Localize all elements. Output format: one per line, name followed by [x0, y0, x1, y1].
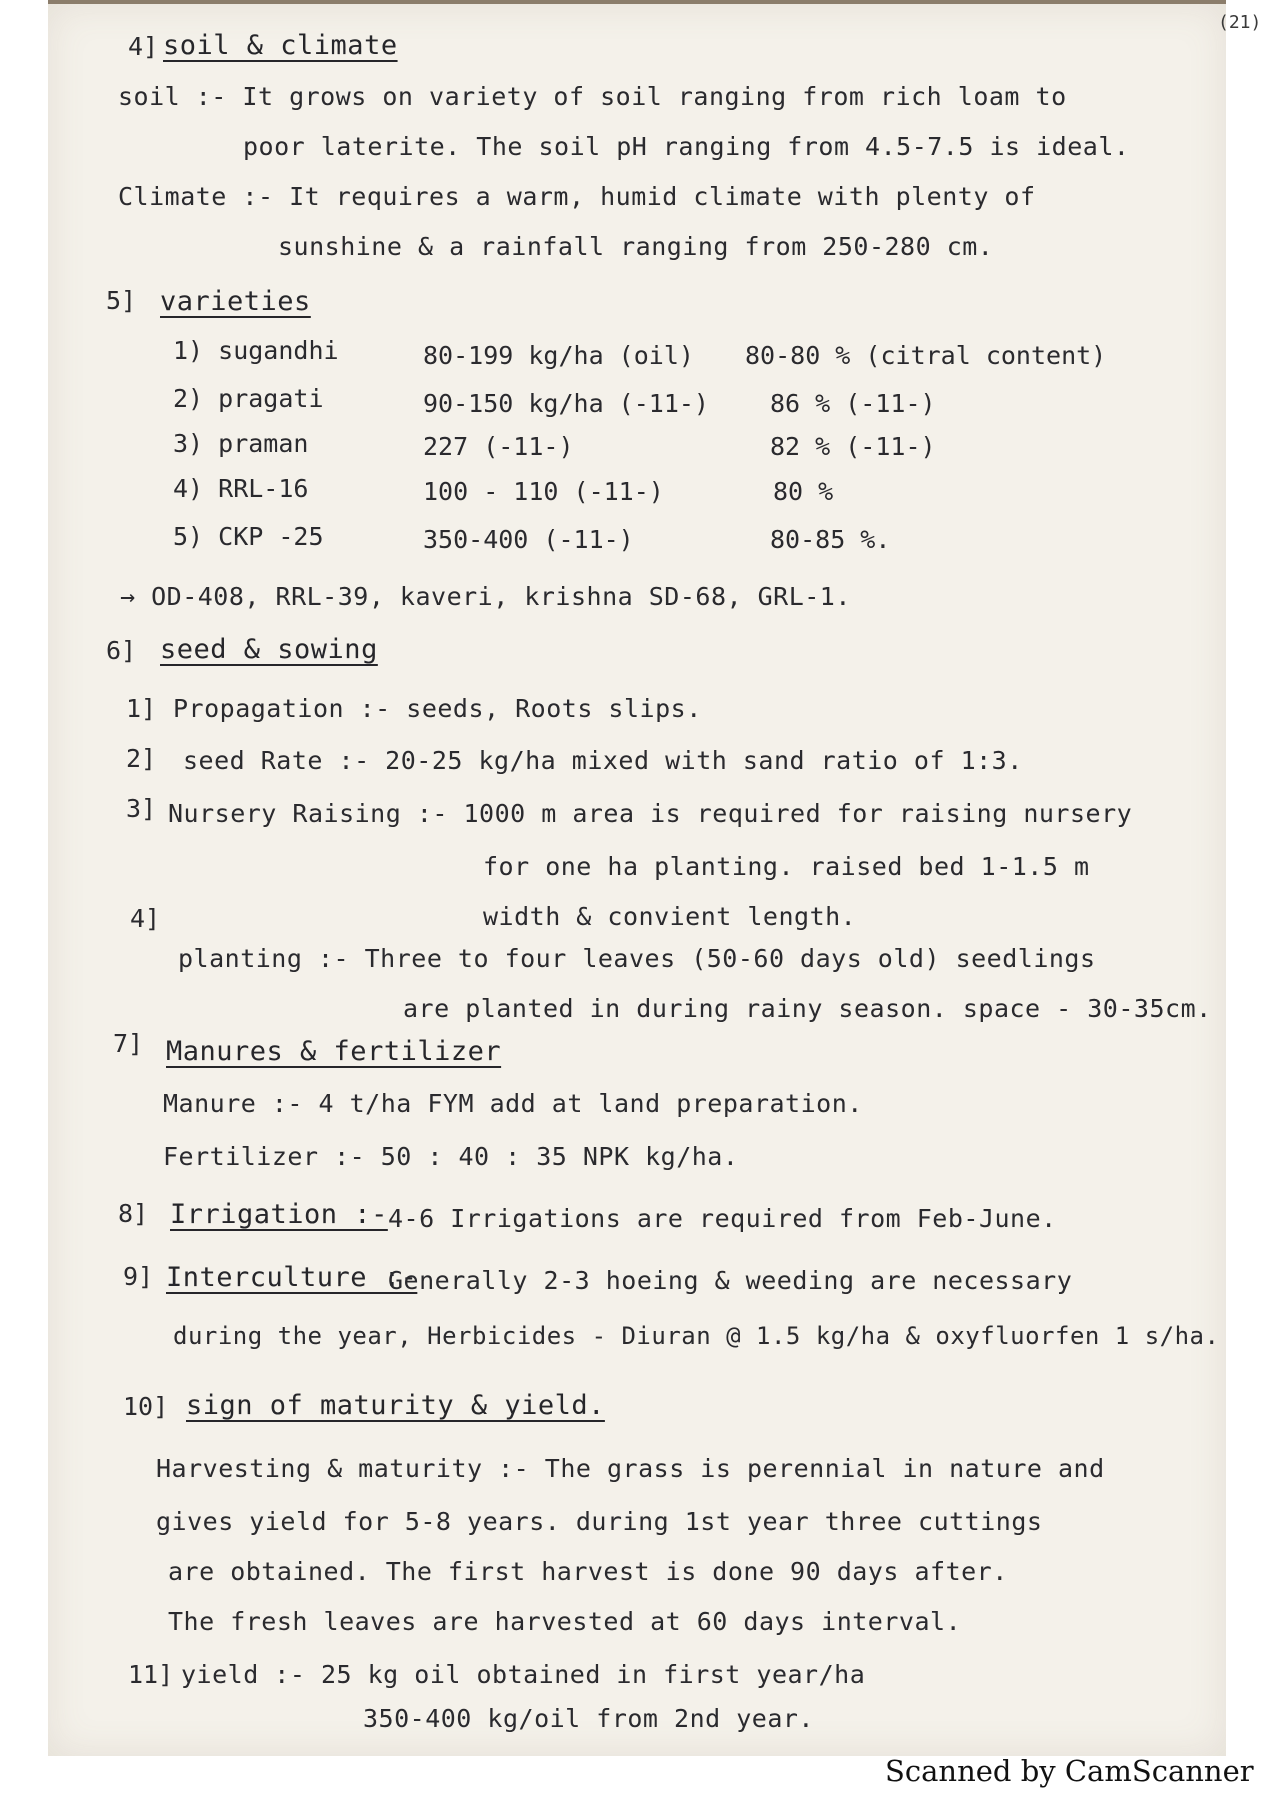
variety-yield: 227 (-11-) — [423, 432, 574, 461]
section-7-number: 7] — [113, 1029, 144, 1058]
soil-line-2: poor laterite. The soil pH ranging from 4.5-7.5 is ideal. — [243, 132, 1130, 161]
variety-yield: 80-199 kg/ha (oil) — [423, 341, 694, 370]
harvest-line-1: Harvesting & maturity :- The grass is perennial in nature and — [156, 1454, 1105, 1483]
section-8-heading: Irrigation :- — [170, 1199, 388, 1230]
item-number: 4] — [130, 904, 161, 933]
section-9-number: 9] — [123, 1262, 154, 1291]
section-4-heading: soil & climate — [163, 30, 398, 61]
variety-name: 2) pragati — [173, 384, 324, 413]
interculture-line-2: during the year, Herbicides - Diuran @ 1.5 kg/ha & oxyfluorfen 1 s/ha. — [173, 1322, 1220, 1350]
yield-line-1: yield :- 25 kg oil obtained in first year/ha — [181, 1660, 866, 1689]
climate-line-2: sunshine & a rainfall ranging from 250-280 cm. — [278, 232, 994, 261]
variety-yield: 100 - 110 (-11-) — [423, 477, 664, 506]
section-10-number: 10] — [123, 1392, 169, 1421]
nursery-line-3: width & convient length. — [483, 902, 857, 931]
variety-content: 86 % (-11-) — [770, 389, 936, 418]
other-varieties: → OD-408, RRL-39, kaveri, krishna SD-68, GRL-1. — [120, 582, 851, 611]
section-5-number: 5] — [106, 286, 137, 315]
section-7-heading: Manures & fertilizer — [166, 1036, 502, 1067]
variety-yield: 90-150 kg/ha (-11-) — [423, 389, 709, 418]
page-number: (21) — [1218, 12, 1262, 33]
section-4-number: 4] — [128, 32, 159, 61]
section-10-heading: sign of maturity & yield. — [186, 1390, 605, 1421]
variety-content: 80-80 % (citral content) — [745, 341, 1107, 370]
interculture-line-1: Generally 2-3 hoeing & weeding are necessary — [388, 1266, 1073, 1295]
climate-line-1: Climate :- It requires a warm, humid climate with plenty of — [118, 182, 1036, 211]
fertilizer-line: Fertilizer :- 50 : 40 : 35 NPK kg/ha. — [163, 1142, 739, 1171]
nursery-line-2: for one ha planting. raised bed 1-1.5 m — [483, 852, 1090, 881]
variety-yield: 350-400 (-11-) — [423, 525, 634, 554]
section-9-heading: Interculture :- — [166, 1262, 418, 1293]
item-number: 3] — [126, 794, 157, 823]
item-number: 2] — [126, 744, 157, 773]
harvest-line-2: gives yield for 5-8 years. during 1st year three cuttings — [156, 1507, 1043, 1536]
variety-name: 3) praman — [173, 429, 309, 458]
nursery-line-1: Nursery Raising :- 1000 m area is required for raising nursery — [168, 799, 1133, 828]
section-6-number: 6] — [106, 636, 137, 665]
planting-line-2: are planted in during rainy season. space - 30-35cm. — [403, 994, 1212, 1023]
variety-name: 4) RRL-16 — [173, 474, 309, 503]
irrigation-text: 4-6 Irrigations are required from Feb-June. — [388, 1204, 1057, 1233]
section-8-number: 8] — [118, 1199, 149, 1228]
variety-content: 80-85 %. — [770, 525, 891, 554]
harvest-line-3: are obtained. The first harvest is done 90 days after. — [168, 1557, 1008, 1586]
harvest-line-4: The fresh leaves are harvested at 60 days interval. — [168, 1607, 962, 1636]
soil-line-1: soil :- It grows on variety of soil ranging from rich loam to — [118, 82, 1067, 111]
planting-line-1: planting :- Three to four leaves (50-60 days old) seedlings — [178, 944, 1096, 973]
variety-name: 5) CKP -25 — [173, 522, 324, 551]
item-number: 1] — [126, 694, 157, 723]
notebook-page — [48, 0, 1262, 1756]
manure-line: Manure :- 4 t/ha FYM add at land preparation. — [163, 1089, 863, 1118]
section-6-heading: seed & sowing — [160, 634, 378, 665]
variety-name: 1) sugandhi — [173, 336, 339, 365]
variety-content: 82 % (-11-) — [770, 432, 936, 461]
seed-rate-line: seed Rate :- 20-25 kg/ha mixed with sand ratio of 1:3. — [183, 746, 1023, 775]
scanner-watermark: Scanned by CamScanner — [885, 1754, 1254, 1788]
yield-line-2: 350-400 kg/oil from 2nd year. — [363, 1704, 814, 1733]
section-11-number: 11] — [128, 1660, 174, 1689]
propagation-line: Propagation :- seeds, Roots slips. — [173, 694, 702, 723]
section-5-heading: varieties — [160, 286, 311, 317]
variety-content: 80 % — [773, 477, 834, 506]
